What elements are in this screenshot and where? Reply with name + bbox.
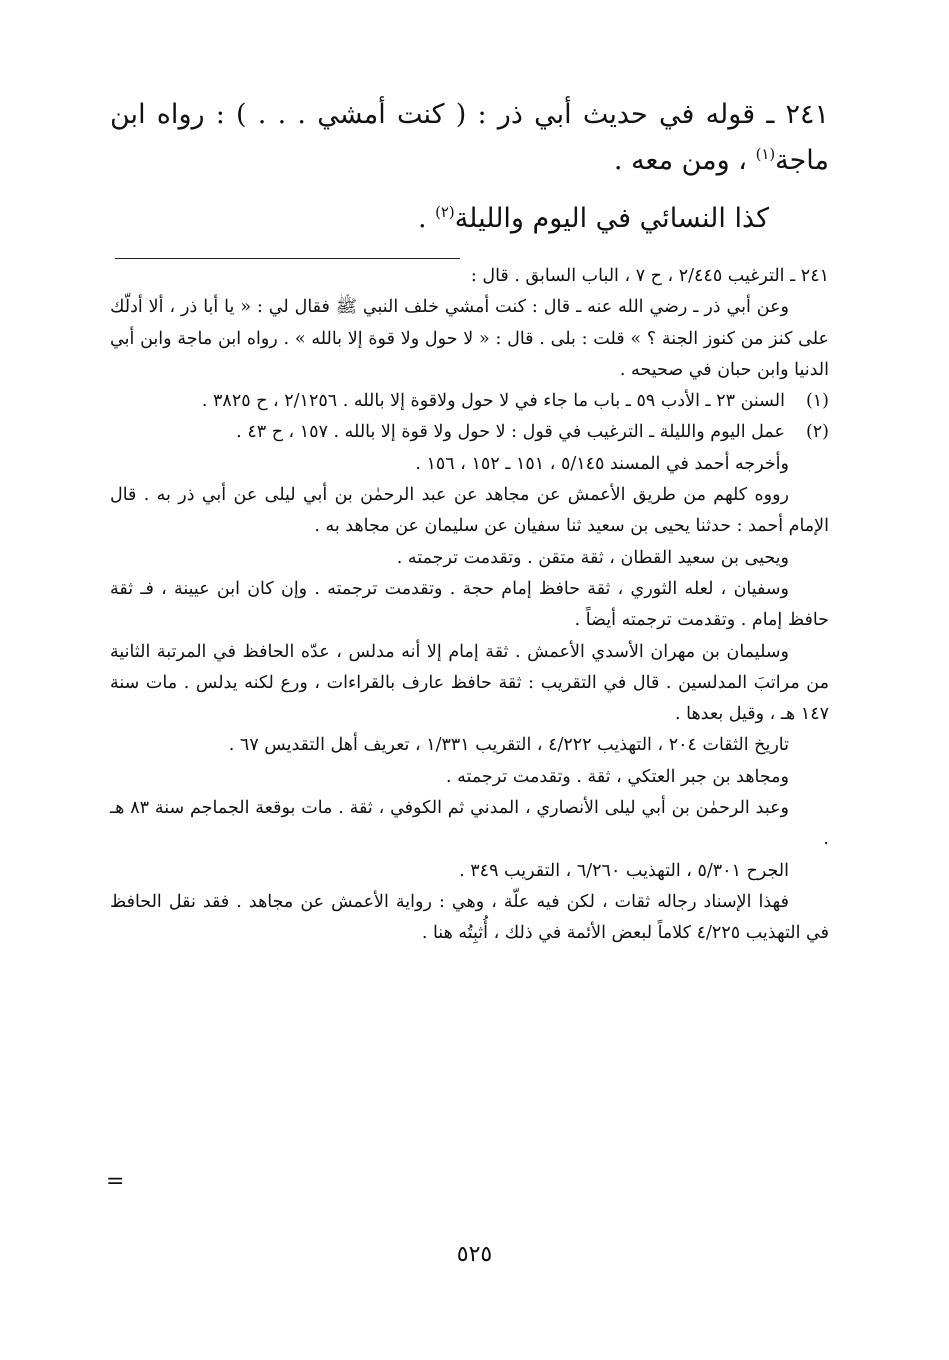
footnote-2-number: (٢) xyxy=(805,422,829,443)
note-paragraph: الجرح ٥/٣٠١ ، التهذيب ٦/٢٦٠ ، التقريب ٣٤٩ . xyxy=(459,860,789,881)
note-paragraph: فهذا الإسناد رجاله ثقات ، لكن فيه علّة ، وهي : رواية الأعمش عن مجاهد . فقد نقل الحافظ في التهذيب ٤/٢٢٥ كلاماً لبعض الأئمة في ذلك ، أُثبِتُه هنا . xyxy=(110,891,829,944)
note-paragraph: وسفيان ، لعله الثوري ، ثقة حافظ إمام حجة . وتقدمت ترجمته . وإن كان ابن عيينة ، فـ ثقة حافظ إمام . وتقدمت ترجمته أيضاً . xyxy=(110,578,829,631)
main-text-line: كذا النسائي في اليوم والليلة xyxy=(454,203,769,234)
main-text-tail: ، ومن معه . xyxy=(613,145,756,176)
note-paragraph: تاريخ الثقات ٢٠٤ ، التهذيب ٤/٢٢٢ ، التقريب ١/٣٣١ ، تعريف أهل التقديس ٦٧ . xyxy=(228,735,789,756)
footnote-2 xyxy=(110,417,829,448)
footnote-divider xyxy=(115,258,460,259)
note-paragraph: وسليمان بن مهران الأسدي الأعمش . ثقة إمام إلا أنه مدلس ، عدّه الحافظ في المرتبة الثانية من مراتبَ المدلسين . قال في التقريب : ثقة حافظ عارف بالقراءات ، ورع لكنه يدلس . مات سنة ١٤٧ هـ ، وقيل بعدها . xyxy=(110,641,829,725)
continuation-mark: = xyxy=(106,1169,125,1194)
note-paragraph: وأخرجه أحمد في المسند ٥/١٤٥ ، ١٥١ ـ ١٥٢ ، ١٥٦ . xyxy=(415,453,789,474)
main-text-line: ٢٤١ ـ قوله في حديث أبي ذر : ( كنت أمشي . . . ) : رواه ابن ماجة xyxy=(110,99,829,176)
footnote-1 xyxy=(110,386,829,417)
main-paragraph-nasai xyxy=(110,196,769,242)
main-paragraph-hadith-241 xyxy=(110,92,829,184)
note-reference-line: ٢٤١ ـ الترغيب ٢/٤٤٥ ، ح ٧ ، الباب السابق . قال : xyxy=(470,266,829,286)
footnote-1-text: السنن ٢٣ ـ الأدب ٥٩ ـ باب ما جاء في لا حول ولاقوة إلا بالله . ٢/١٢٥٦ ، ح ٣٨٢٥ . xyxy=(201,391,785,412)
main-text-tail: . xyxy=(417,203,436,234)
page-number: ٥٢٥ xyxy=(456,1242,493,1267)
note-paragraph: ومجاهد بن جبر العتكي ، ثقة . وتقدمت ترجمته . xyxy=(446,766,789,787)
footnotes-section xyxy=(110,261,829,950)
footnote-2-text: عمل اليوم والليلة ـ الترغيب في قول : لا حول ولا قوة إلا بالله . ١٥٧ ، ح ٤٣ . xyxy=(236,422,785,443)
note-paragraph: وعبد الرحمٰن بن أبي ليلى الأنصاري ، المدني ثم الكوفي ، ثقة . مات بوقعة الجماجم سنة ٨٣ هـ . xyxy=(110,798,829,850)
note-quote: وعن أبي ذر ـ رضي الله عنه ـ قال : كنت أمشي خلف النبي ﷺ فقال لي : « يا أبا ذر ، ألا أدلّك على كنز من كنوز الجنة ؟ » قلت : بلى . قال : « لا حول ولا قوة إلا بالله » . رواه ابن ماجة وابن أبي الدنيا وابن حبان في صحيحه . xyxy=(110,297,829,380)
note-paragraph: ويحيى بن سعيد القطان ، ثقة متقن . وتقدمت ترجمته . xyxy=(396,547,789,568)
footnote-1-number: (١) xyxy=(805,391,829,412)
footnote-ref-2: (٢) xyxy=(435,203,455,221)
footnote-ref-1: (١) xyxy=(755,145,776,163)
note-paragraph: رووه كلهم من طريق الأعمش عن مجاهد عن عبد الرحمٰن بن أبي ليلى عن أبي ذر به . قال الإمام أحمد : حدثنا يحيى بن سعيد ثنا سفيان عن سليمان عن مجاهد به . xyxy=(110,485,829,537)
